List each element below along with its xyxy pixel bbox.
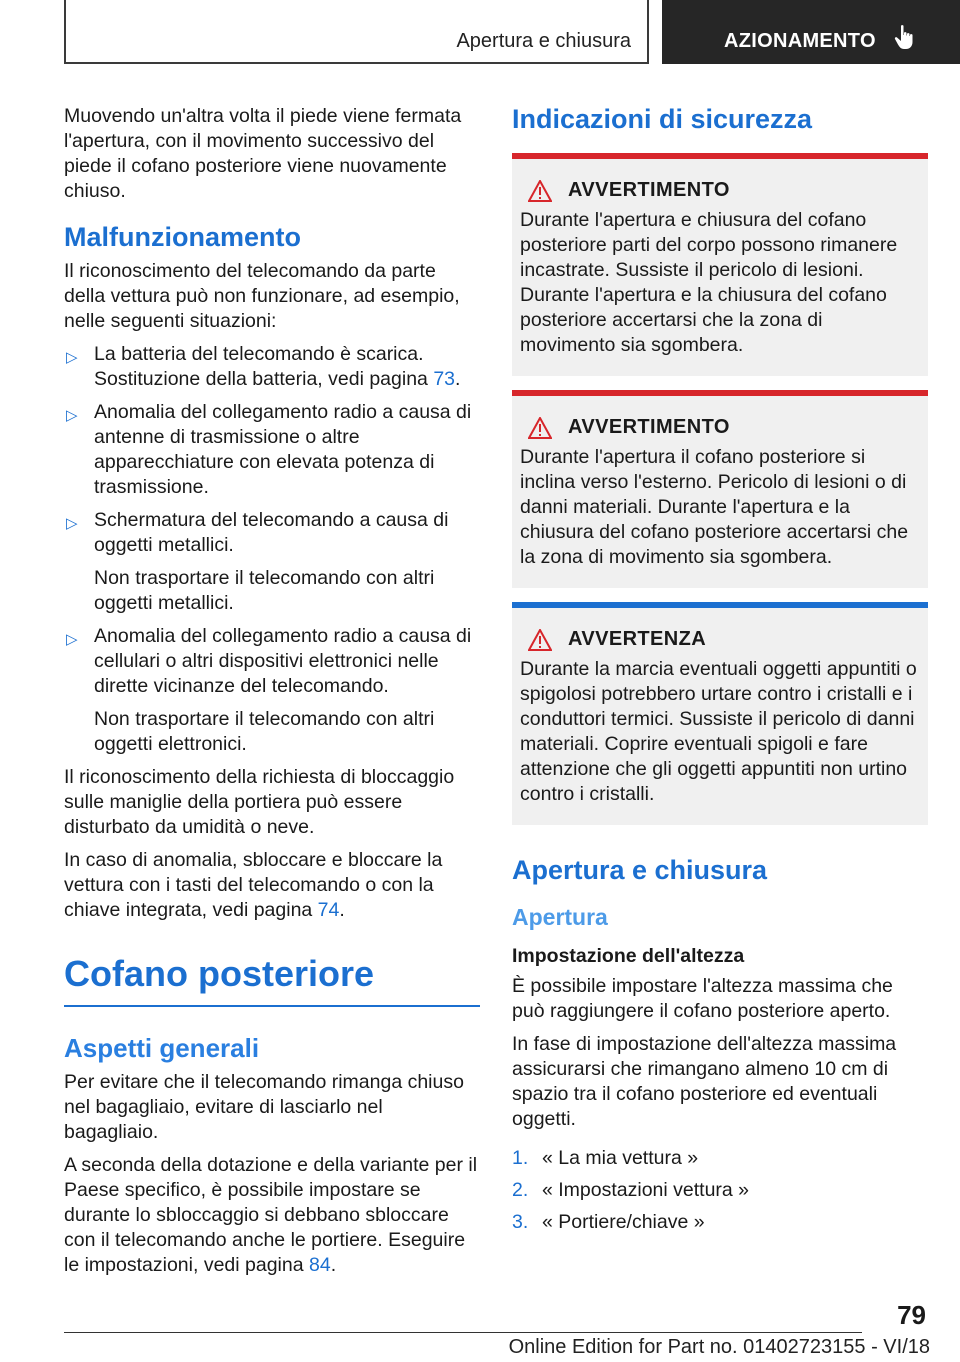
safety-heading: Indicazioni di sicurezza xyxy=(512,104,813,134)
list-item-note: Non trasportare il telecomando con altri oggetti elettronici. xyxy=(94,708,435,755)
page-link-84[interactable]: 84 xyxy=(308,1254,331,1276)
list-item xyxy=(64,624,480,757)
hand-pointer-icon xyxy=(894,24,916,50)
general-paragraph-1: Per evitare che il telecomando rimanga chiuso nel bagagliaio, evitare di lasciarlo nel bagagliaio. xyxy=(64,1071,464,1143)
anomaly-text: In caso di anomalia, sbloccare e bloccare la vettura con i tasti del telecomando o con la chiave integrata, vedi pagina xyxy=(64,849,443,921)
notice-box xyxy=(512,602,928,825)
list-item-text: Anomalia del collegamento radio a causa di cellulari o altri dispositivi elettronici nelle dirette vicinanze del telecomando. xyxy=(94,625,472,697)
list-item-text: La batteria del telecomando è scarica. Sostituzione della batteria, vedi pagina xyxy=(94,343,434,390)
page-number: 79 xyxy=(897,1300,926,1330)
warning-text: Durante l'apertura e chiusura del cofano posteriore parti del corpo possono rimanere incastrate. Sussiste il pericolo di lesioni. Durante l'apertura e la chiusura del cofano posteriore accertarsi che la zona di movimento sia sgombera. xyxy=(520,209,898,356)
footer-edition: Online Edition for Part no. 01402723155 - VI/18 xyxy=(508,1336,930,1358)
notice-triangle-icon xyxy=(528,629,552,651)
warning-label: AVVERTIMENTO xyxy=(568,416,730,438)
page-link-74[interactable]: 74 xyxy=(317,899,340,921)
list-item-text: Anomalia del collegamento radio a causa di antenne di trasmissione o altre apparecchiature con elevata potenza di trasmissione. xyxy=(94,401,472,498)
step-item xyxy=(512,1146,928,1171)
step-number: 1. xyxy=(512,1147,529,1169)
warning-triangle-icon xyxy=(528,417,552,439)
header-section-title: Apertura e chiusura xyxy=(456,30,631,52)
malfunction-heading: Malfunzionamento xyxy=(64,222,301,252)
triangle-bullet-icon: ▷ xyxy=(66,349,78,366)
steps-list xyxy=(512,1146,928,1235)
section-title-cofano: Cofano posteriore xyxy=(64,953,480,1007)
warning-triangle-icon xyxy=(528,180,552,202)
left-column xyxy=(64,104,480,1286)
anomaly-paragraph xyxy=(64,848,480,923)
intro-paragraph: Muovendo un'altra volta il piede viene fermata l'apertura, con il movimento successivo del piede il cofano posteriore viene nuovamente chiuso. xyxy=(64,105,462,202)
triangle-bullet-icon: ▷ xyxy=(66,631,78,648)
right-column xyxy=(512,104,928,1242)
step-item xyxy=(512,1178,928,1203)
general-heading: Aspetti generali xyxy=(64,1033,260,1063)
opening-heading: Apertura xyxy=(512,904,608,930)
malfunction-paragraph: Il riconoscimento del telecomando da parte della vettura può non funzionare, ad esempio, nelle seguenti situazioni: xyxy=(64,260,460,332)
general-text: A seconda della dotazione e della variante per il Paese specifico, è possibile impostare se durante lo sbloccaggio si debbano sbloccare con il telecomando anche le portiere. Eseguire le impostazioni, vedi pagina xyxy=(64,1154,478,1276)
header-section-box xyxy=(64,0,649,64)
height-heading: Impostazione dell'altezza xyxy=(512,945,745,967)
general-paragraph-2 xyxy=(64,1153,480,1278)
step-text: « Impostazioni vettura » xyxy=(542,1179,750,1201)
step-number: 2. xyxy=(512,1179,529,1201)
step-item xyxy=(512,1210,928,1235)
height-paragraph-2: In fase di impostazione dell'altezza massima assicurarsi che rimangano almeno 10 cm di spazio tra il cofano posteriore ed eventuali oggetti. xyxy=(512,1033,897,1130)
list-item-note: Non trasportare il telecomando con altri oggetti metallici. xyxy=(94,567,435,614)
header-chapter-title: AZIONAMENTO xyxy=(724,30,876,52)
step-text: « La mia vettura » xyxy=(542,1147,699,1169)
footer-divider xyxy=(64,1332,862,1333)
notice-text: Durante la marcia eventuali oggetti appuntiti o spigolosi potrebbero urtare contro i cristalli e i conduttori termici. Sussiste il pericolo di danni materiali. Coprire eventuali spigoli e fare attenzione che gli oggetti appuntiti non urtino contro i cristalli. xyxy=(520,658,917,805)
step-text: « Portiere/chiave » xyxy=(542,1211,705,1233)
page-link-73[interactable]: 73 xyxy=(433,368,456,390)
notice-label: AVVERTENZA xyxy=(568,628,707,650)
anomaly-punct: . xyxy=(339,899,345,921)
list-item xyxy=(64,400,480,500)
height-paragraph-1: È possibile impostare l'altezza massima che può raggiungere il cofano posteriore aperto. xyxy=(512,975,893,1022)
list-item xyxy=(64,342,480,392)
malfunction-list xyxy=(64,342,480,757)
warning-box xyxy=(512,390,928,588)
warning-label: AVVERTIMENTO xyxy=(568,179,730,201)
header-chapter-tab xyxy=(662,0,960,64)
list-item-text: Schermatura del telecomando a causa di oggetti metallici. xyxy=(94,509,449,556)
step-number: 3. xyxy=(512,1211,529,1233)
handles-paragraph: Il riconoscimento della richiesta di bloccaggio sulle maniglie della portiera può essere disturbato da umidità o neve. xyxy=(64,766,455,838)
triangle-bullet-icon: ▷ xyxy=(66,407,78,424)
list-item xyxy=(64,508,480,616)
open-close-heading: Apertura e chiusura xyxy=(512,855,768,885)
general-punct: . xyxy=(330,1254,337,1276)
triangle-bullet-icon: ▷ xyxy=(66,515,78,532)
warning-text: Durante l'apertura il cofano posteriore si inclina verso l'esterno. Pericolo di lesioni o di danni materiali. Durante l'apertura e la chiusura del cofano posteriore accertarsi che la zona di movimento sia sgombera. xyxy=(520,446,909,568)
list-item-punct: . xyxy=(455,368,461,390)
warning-box xyxy=(512,153,928,376)
